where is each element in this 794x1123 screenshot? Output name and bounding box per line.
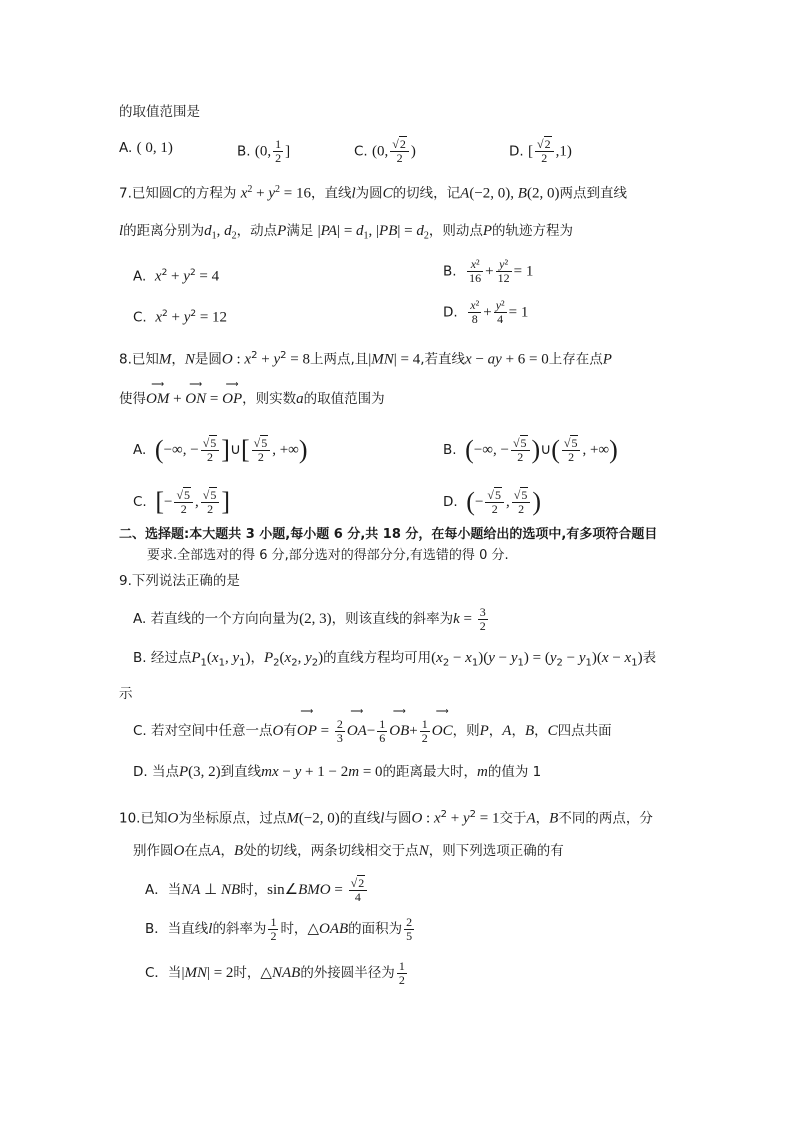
q6-options xyxy=(119,138,719,164)
q7-option-c: C. $x^2 + y^2 = 12$ xyxy=(133,309,228,326)
q6-option-a: A. ( 0, 1) xyxy=(119,140,173,156)
q10-line2: 别作圆O在点A，B处的切线，两条切线相交于点N，则下列选项正确的有 xyxy=(133,843,564,859)
q8-option-d: D. (− $\frac{√5}{2}$ , $\frac{√5}{2}$ ) xyxy=(443,487,542,516)
q9-title: 9.下列说法正确的是 xyxy=(119,573,240,589)
q9-option-a: A. 若直线的一个方向向量为(2, 3)，则该直线的斜率为k = $\frac{3}{2}$ xyxy=(133,604,486,633)
q8-option-b: B. (−∞, − $\frac{√5}{2}$ )∪( $\frac{√5}{2}$ , +∞) xyxy=(443,435,618,464)
q8-option-a: A. (−∞, − $\frac{√5}{2}$ ]∪[ $\frac{√5}{2}$ , +∞) xyxy=(133,435,308,464)
q9-option-d: D. 当点P(3, 2)到直线mx − y + 1 − 2m = 0的距离最大时，m的值为 1 xyxy=(133,764,542,780)
q7-option-a: A. $x^2 + y^2 = 4$ xyxy=(133,268,220,285)
q9-option-b: B. 经过点$P_1(x_1$, $y_1$)，$P_2(x_2$, $y_2$)的直线方程均可用$(x_2 - x_1)(y - y_1) = (y_2 - y_1)(x - x_1)$表 xyxy=(133,650,657,669)
q10-line1: 10.已知O为坐标原点，过点M(−2, 0)的直线l与圆O : $x^2 + y^2 = 1$交于A，B不同的两点，分 xyxy=(119,809,653,827)
q6-option-b: B. (0, $\frac{1}{2}$ ] xyxy=(237,137,291,165)
q10-option-c: C．当|MN| = 2时，△NAB的外接圆半径为 $\frac{1}{2}$ xyxy=(145,958,405,987)
q10-option-b: B．当直线l的斜率为 $\frac{1}{2}$ 时，△OAB的面积为 $\frac{2}{5}$ xyxy=(145,914,413,943)
q8-line2: 使得⟶ OM + ⟶ ON = ⟶ OP，则实数a的取值范围为 xyxy=(119,389,385,409)
q9-option-b-cont: 示 xyxy=(119,686,133,702)
section2-note: 要求.全部选对的得 6 分,部分选对的得部分分,有选错的得 0 分. xyxy=(147,548,509,563)
q7-option-d: D. $\frac{\text{x²}}{8}$ + $\frac{\text{y²}}{4}$ = 1 xyxy=(443,298,529,326)
q9-option-c: C. 若对空间中任意一点O有⟶ OP = $\frac{2}{3}$ ⟶ OA− $\frac{1}{6}$ ⟶ OB+ $\frac{1}{2}$ ⟶ OC，则P，A，B，C四点共面 xyxy=(133,716,612,746)
section2-heading: 二、选择题:本大题共 3 小题,每小题 6 分,共 18 分，在每小题给出的选项中,有多项符合题目 xyxy=(119,527,658,542)
q6-option-d: D. [ $\frac{√2}{2}$ ,1) xyxy=(509,137,572,165)
q7-line2: l的距离分别为$d_1$, $d_2$，动点P满足 $|PA| = d_1$, $|PB| = d_2$，则动点P的轨迹方程为 xyxy=(119,223,574,242)
q7-option-b: B. $\frac{\text{x²}}{16}$ + $\frac{\text{y²}}{12}$ = 1 xyxy=(443,257,534,285)
q8-line1: 8.已知M，N是圆O : $x^2 + y^2 = 8$上两点,且|MN| = 4,若直线x − ay + 6 = 0上存在点P xyxy=(119,350,612,368)
q7-line1: 7.已知圆C的方程为 $x^2 + y^2 = 16$，直线l为圆C的切线，记A(−2, 0), B(2, 0)两点到直线 xyxy=(119,184,627,202)
q10-option-a: A．当NA ⊥ NB时，sin∠BMO = $\frac{√2}{4}$ xyxy=(145,873,369,907)
q6-option-c: C. (0, $\frac{√2}{2}$ ) xyxy=(354,137,416,165)
q6-tail: 的取值范围是 xyxy=(119,104,200,120)
q8-option-c: C. [− $\frac{√5}{2}$ , $\frac{√5}{2}$ ] xyxy=(133,487,231,516)
